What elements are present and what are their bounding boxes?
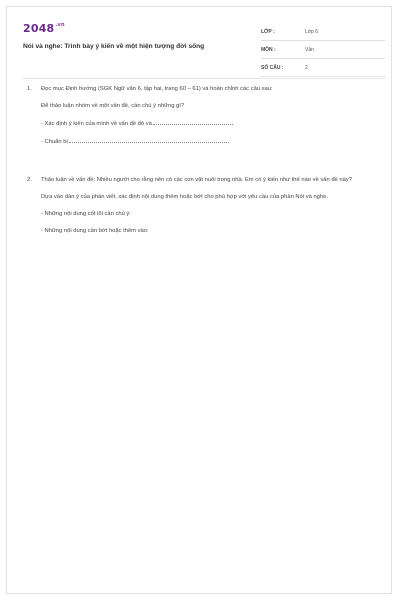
question-sub: Để thảo luận nhóm về một vấn đề, cần chú ý những gì? [41, 103, 185, 109]
question-number: 1. [27, 86, 32, 92]
worksheet-page [6, 6, 392, 594]
question-sub: Dựa vào dàn ý của phần viết, xác định nội dung thêm hoặc bớt cho phù hợp với yêu cầu của phần Nói và nghe. [41, 194, 328, 200]
meta-row-subject [261, 43, 385, 59]
header-divider [23, 78, 385, 79]
document-title: Nói và nghe: Trình bày ý kiến về một hiện tượng đời sống [23, 43, 205, 50]
meta-value: 2 [305, 65, 308, 71]
brand-suffix: .vn [55, 22, 65, 28]
question-prompt: Đọc mục Định hướng (SGK Ngữ văn 6, tập hai, trang 60 – 61) và hoàn chỉnh các câu sau: [41, 86, 273, 92]
answer-label: - Chuẩn bị [41, 139, 68, 145]
meta-row-count [261, 61, 385, 77]
brand-name: 2048 [23, 22, 55, 35]
worksheet-header [23, 21, 385, 69]
answer-blank[interactable] [69, 136, 229, 143]
answer-line: - Những nội dung cốt lõi cần chú ý: [41, 211, 131, 217]
brand-logo[interactable] [23, 22, 65, 35]
question-1 [27, 84, 379, 154]
answer-label: - Xác định ý kiến của mình về vấn đề đó và [41, 121, 152, 127]
answer-line [41, 136, 379, 147]
meta-table [261, 25, 385, 79]
answer-line: - Những nội dung cần bớt hoặc thêm vào: [41, 228, 149, 234]
question-number: 2. [27, 177, 32, 183]
meta-label: LỚP : [261, 29, 275, 35]
meta-value: Văn [305, 47, 314, 53]
answer-blank[interactable] [153, 118, 233, 125]
question-2 [27, 175, 379, 243]
meta-row-class [261, 25, 385, 41]
meta-value: Lớp 6 [305, 29, 319, 35]
meta-label: SỐ CÂU : [261, 65, 284, 71]
answer-line [41, 118, 379, 129]
meta-label: MÔN : [261, 47, 276, 53]
question-prompt: Thảo luận về vấn đề: Nhiều người cho rằng nên có các con vật nuôi trong nhà. Em có ý kiến như thế nào về vấn đề này? [41, 177, 352, 183]
